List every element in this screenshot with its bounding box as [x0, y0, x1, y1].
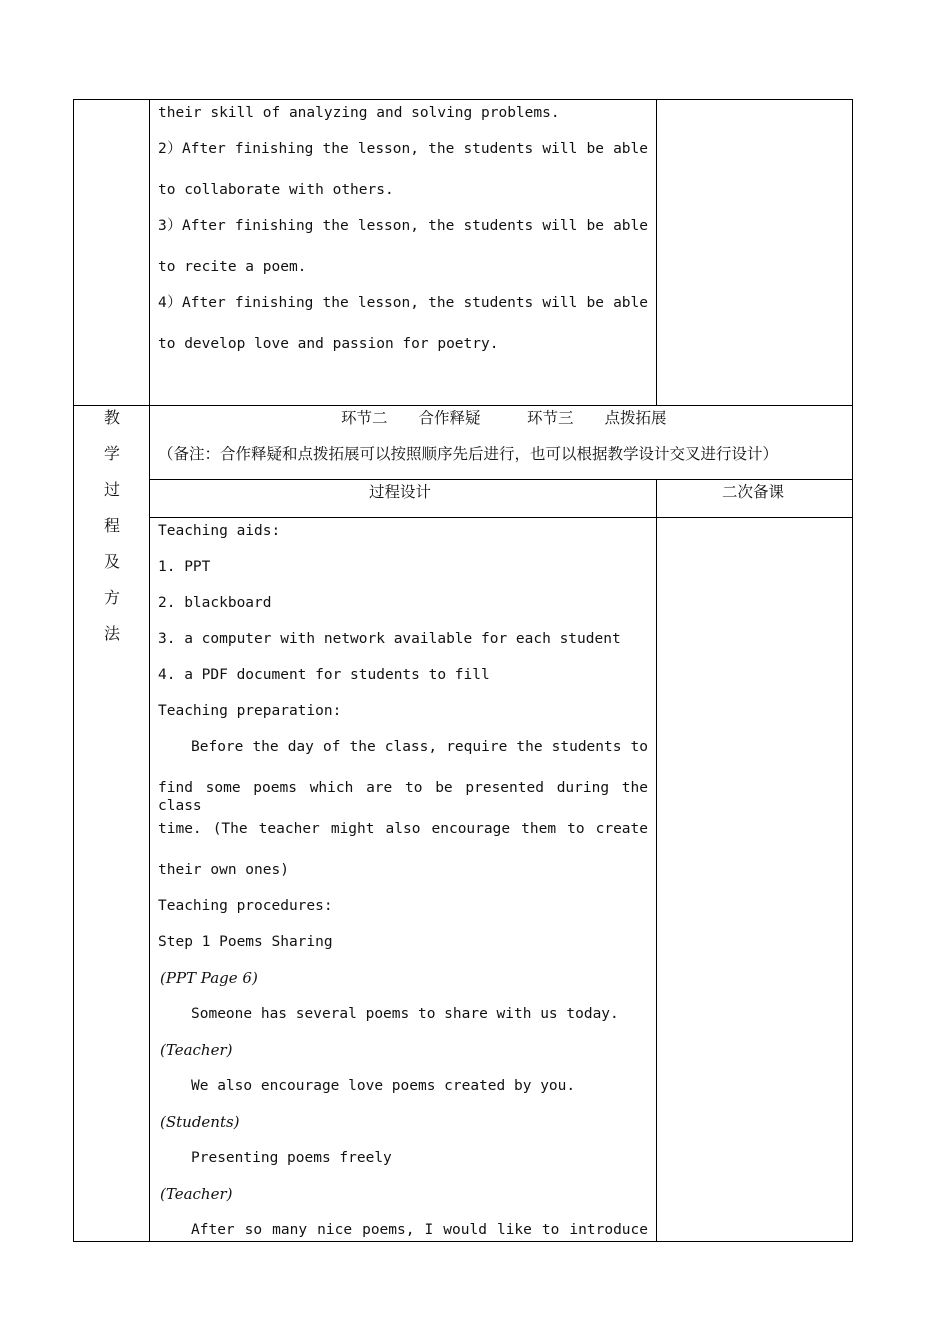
preparation-line: Before the day of the class, require the students to: [191, 739, 648, 755]
side-label-char: 法: [103, 624, 120, 643]
procedure-line: Someone has several poems to share with us today.: [191, 1006, 619, 1022]
objective-4-line-b: to develop love and passion for poetry.: [158, 336, 499, 352]
row-divider-objectives: [73, 405, 853, 406]
table-border-right: [852, 99, 853, 1242]
objective-3-line-b: to recite a poem.: [158, 259, 307, 275]
notes-column-divider-upper: [656, 99, 657, 406]
preparation-line: find some poems which are to be presented during the class: [158, 780, 648, 814]
aid-item: 4. a PDF document for students to fill: [158, 667, 490, 683]
step-title: Step 1 Poems Sharing: [158, 934, 333, 950]
role-label: (Teacher): [160, 1041, 233, 1059]
preparation-line: time. (The teacher might also encourage them to create: [158, 821, 648, 837]
side-label-char: 教: [103, 408, 120, 427]
procedure-line: Presenting poems freely: [191, 1150, 392, 1166]
side-label-char: 方: [103, 588, 120, 607]
teaching-preparation-title: Teaching preparation:: [158, 703, 342, 719]
side-label-char: 学: [103, 444, 120, 463]
teaching-aids-title: Teaching aids:: [158, 523, 281, 539]
row-divider-column-header: [149, 517, 853, 518]
procedure-line: We also encourage love poems created by you.: [191, 1078, 576, 1094]
role-label: (Teacher): [160, 1185, 233, 1203]
aid-item: 1. PPT: [158, 559, 211, 575]
table-border-bottom: [73, 1241, 853, 1242]
objective-line: their skill of analyzing and solving problems.: [158, 105, 560, 121]
objective-2-line-b: to collaborate with others.: [158, 182, 394, 198]
aid-item: 3. a computer with network available for each student: [158, 631, 621, 647]
row-divider-stage-header: [149, 479, 853, 480]
ppt-page-note: (PPT Page 6): [160, 969, 258, 987]
procedure-line: After so many nice poems, I would like to introduce: [191, 1222, 648, 1238]
objective-4-line-a: 4）After finishing the lesson, the students will be able: [158, 295, 648, 311]
notes-column-divider-lower: [656, 479, 657, 1242]
side-label-char: 程: [103, 516, 120, 535]
column-header-process: 过程设计: [369, 483, 432, 501]
teaching-procedures-title: Teaching procedures:: [158, 898, 333, 914]
column-header-second-prep: 二次备课: [722, 483, 785, 501]
table-border-left: [73, 99, 74, 1242]
stage-note: （备注：合作释疑和点拨拓展可以按照顺序先后进行，也可以根据教学设计交叉进行设计）: [158, 445, 779, 463]
aid-item: 2. blackboard: [158, 595, 272, 611]
objective-3-line-a: 3）After finishing the lesson, the students will be able: [158, 218, 648, 234]
side-label-char: 过: [103, 480, 120, 499]
side-label-char: 及: [103, 552, 120, 571]
label-column-divider: [149, 99, 150, 1242]
objective-2-line-a: 2）After finishing the lesson, the students will be able: [158, 141, 648, 157]
table-border-top: [73, 99, 853, 100]
stage-title: 环节二 合作释疑 环节三 点拨拓展: [341, 409, 667, 427]
preparation-line: their own ones): [158, 862, 289, 878]
role-label: (Students): [160, 1113, 240, 1131]
